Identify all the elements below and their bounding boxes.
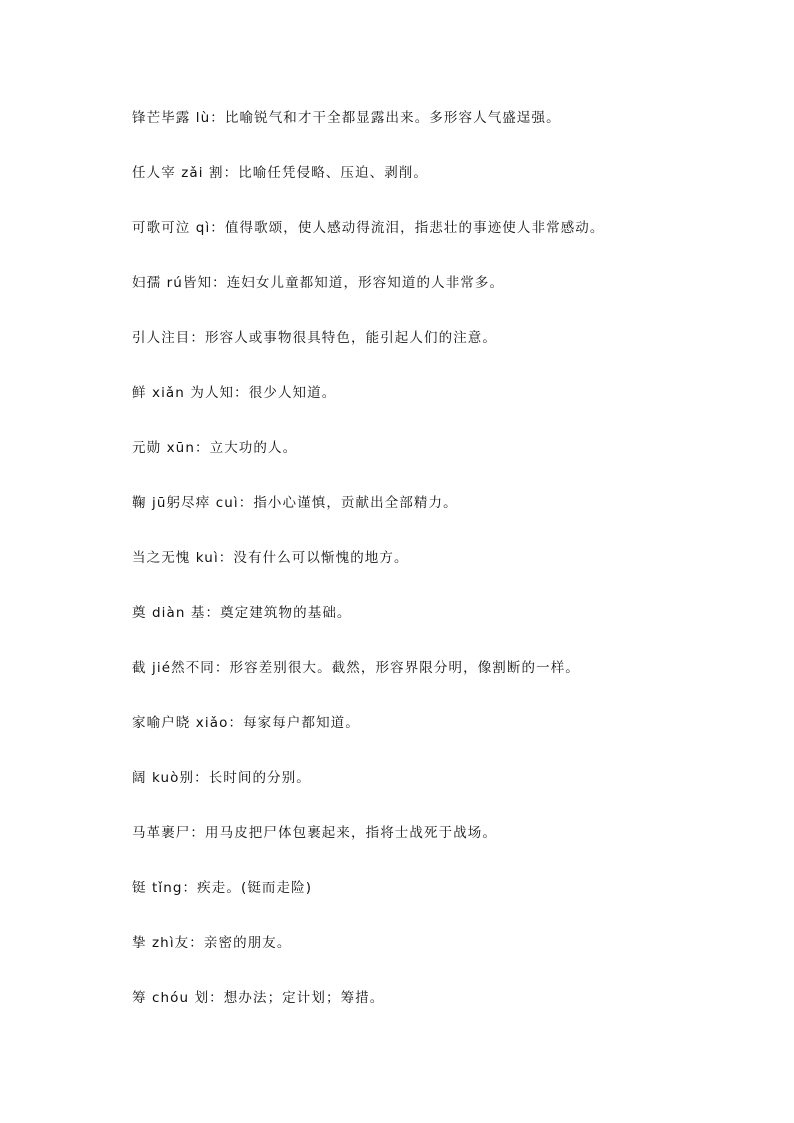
vocabulary-entry: 奠 diàn 基：奠定建筑物的基础。 (132, 605, 352, 621)
vocabulary-entry: 锋芒毕露 lù：比喻锐气和才干全都显露出来。多形容人气盛逞强。 (132, 110, 561, 126)
vocabulary-entry: 筹 chóu 划：想办法；定计划；筹措。 (132, 990, 385, 1006)
vocabulary-entry: 阔 kuò别：长时间的分别。 (132, 770, 311, 786)
vocabulary-entry: 鲜 xiǎn 为人知：很少人知道。 (132, 385, 337, 401)
vocabulary-entry: 鞠 jū躬尽瘁 cuì：指小心谨慎，贡献出全部精力。 (132, 495, 458, 511)
vocabulary-entry: 铤 tǐng：疾走。(铤而走险) (132, 880, 313, 896)
vocabulary-entry: 元勋 xūn：立大功的人。 (132, 440, 298, 456)
vocabulary-entry: 截 jié然不同：形容差别很大。截然，形容界限分明，像割断的一样。 (132, 660, 580, 676)
vocabulary-list (132, 108, 752, 1043)
vocabulary-entry: 马革裹尸：用马皮把尸体包裹起来，指将士战死于战场。 (132, 825, 497, 841)
vocabulary-entry: 家喻户晓 xiǎo：每家每户都知道。 (132, 715, 360, 731)
vocabulary-entry: 挚 zhì友：亲密的朋友。 (132, 935, 292, 951)
vocabulary-entry: 任人宰 zǎi 割：比喻任凭侵略、压迫、剥削。 (132, 165, 428, 181)
vocabulary-entry: 引人注目：形容人或事物很具特色，能引起人们的注意。 (132, 330, 497, 346)
vocabulary-entry: 妇孺 rú皆知：连妇女儿童都知道，形容知道的人非常多。 (132, 275, 505, 291)
vocabulary-entry: 当之无愧 kuì：没有什么可以惭愧的地方。 (132, 550, 409, 566)
vocabulary-entry: 可歌可泣 qì：值得歌颂，使人感动得流泪，指悲壮的事迹使人非常感动。 (132, 220, 605, 236)
